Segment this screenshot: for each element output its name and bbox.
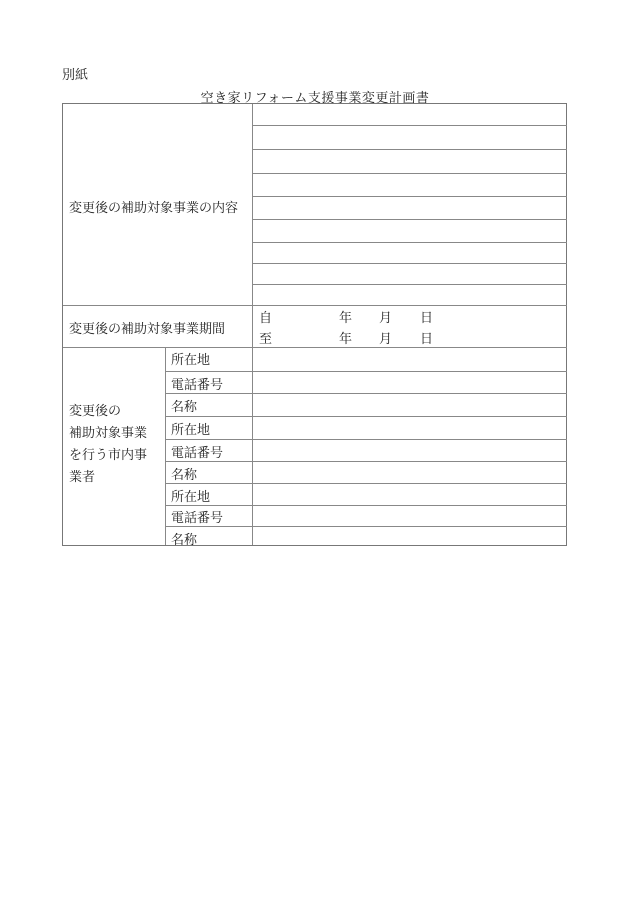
annex-label: 別紙 (62, 68, 89, 83)
period-to-month[interactable]: 月 (379, 332, 393, 347)
period-from-month[interactable]: 月 (379, 311, 393, 326)
field-label-address: 所在地 (171, 423, 211, 438)
content-line (252, 196, 567, 197)
field-value[interactable] (259, 486, 559, 504)
section-divider (63, 347, 567, 348)
field-label-name: 名称 (171, 400, 198, 415)
business-line (165, 371, 567, 372)
period-from-prefix: 自 (259, 311, 273, 326)
plan-table (62, 103, 567, 546)
field-value[interactable] (259, 396, 559, 414)
field-value[interactable] (259, 442, 559, 460)
document-title: 空き家リフォーム支援事業変更計画書 (200, 91, 430, 106)
business-label-line: 業者 (69, 470, 96, 485)
period-to-prefix: 至 (259, 332, 273, 347)
period-label: 変更後の補助対象事業期間 (69, 322, 226, 337)
business-line (165, 526, 567, 527)
business-line (165, 439, 567, 440)
divider-main (252, 104, 253, 545)
content-line (252, 149, 567, 150)
content-label: 変更後の補助対象事業の内容 (69, 201, 239, 216)
business-line (165, 393, 567, 394)
content-line (252, 242, 567, 243)
period-from-day[interactable]: 日 (420, 311, 434, 326)
content-line (252, 284, 567, 285)
business-line (165, 483, 567, 484)
field-value[interactable] (259, 349, 559, 369)
field-label-address: 所在地 (171, 353, 211, 368)
field-label-address: 所在地 (171, 490, 211, 505)
field-value[interactable] (259, 529, 559, 545)
field-value[interactable] (259, 507, 559, 525)
content-line (252, 173, 567, 174)
field-label-phone: 電話番号 (171, 511, 224, 526)
content-line (252, 219, 567, 220)
content-line (252, 263, 567, 264)
field-value[interactable] (259, 419, 559, 437)
field-value[interactable] (259, 464, 559, 482)
field-label-name: 名称 (171, 533, 198, 548)
business-line (165, 461, 567, 462)
business-label-line: を行う市内事 (69, 448, 148, 463)
period-from-year[interactable]: 年 (339, 311, 353, 326)
field-value[interactable] (259, 374, 559, 392)
field-label-name: 名称 (171, 468, 198, 483)
divider-business (165, 347, 166, 545)
business-label (69, 401, 147, 489)
field-label-phone: 電話番号 (171, 446, 224, 461)
business-line (165, 505, 567, 506)
field-label-phone: 電話番号 (171, 378, 224, 393)
section-divider (63, 305, 567, 306)
content-line (252, 125, 567, 126)
business-label-line: 変更後の (69, 404, 122, 419)
business-line (165, 416, 567, 417)
period-to-day[interactable]: 日 (420, 332, 434, 347)
period-to-year[interactable]: 年 (339, 332, 353, 347)
business-label-line: 補助対象事業 (69, 426, 148, 441)
